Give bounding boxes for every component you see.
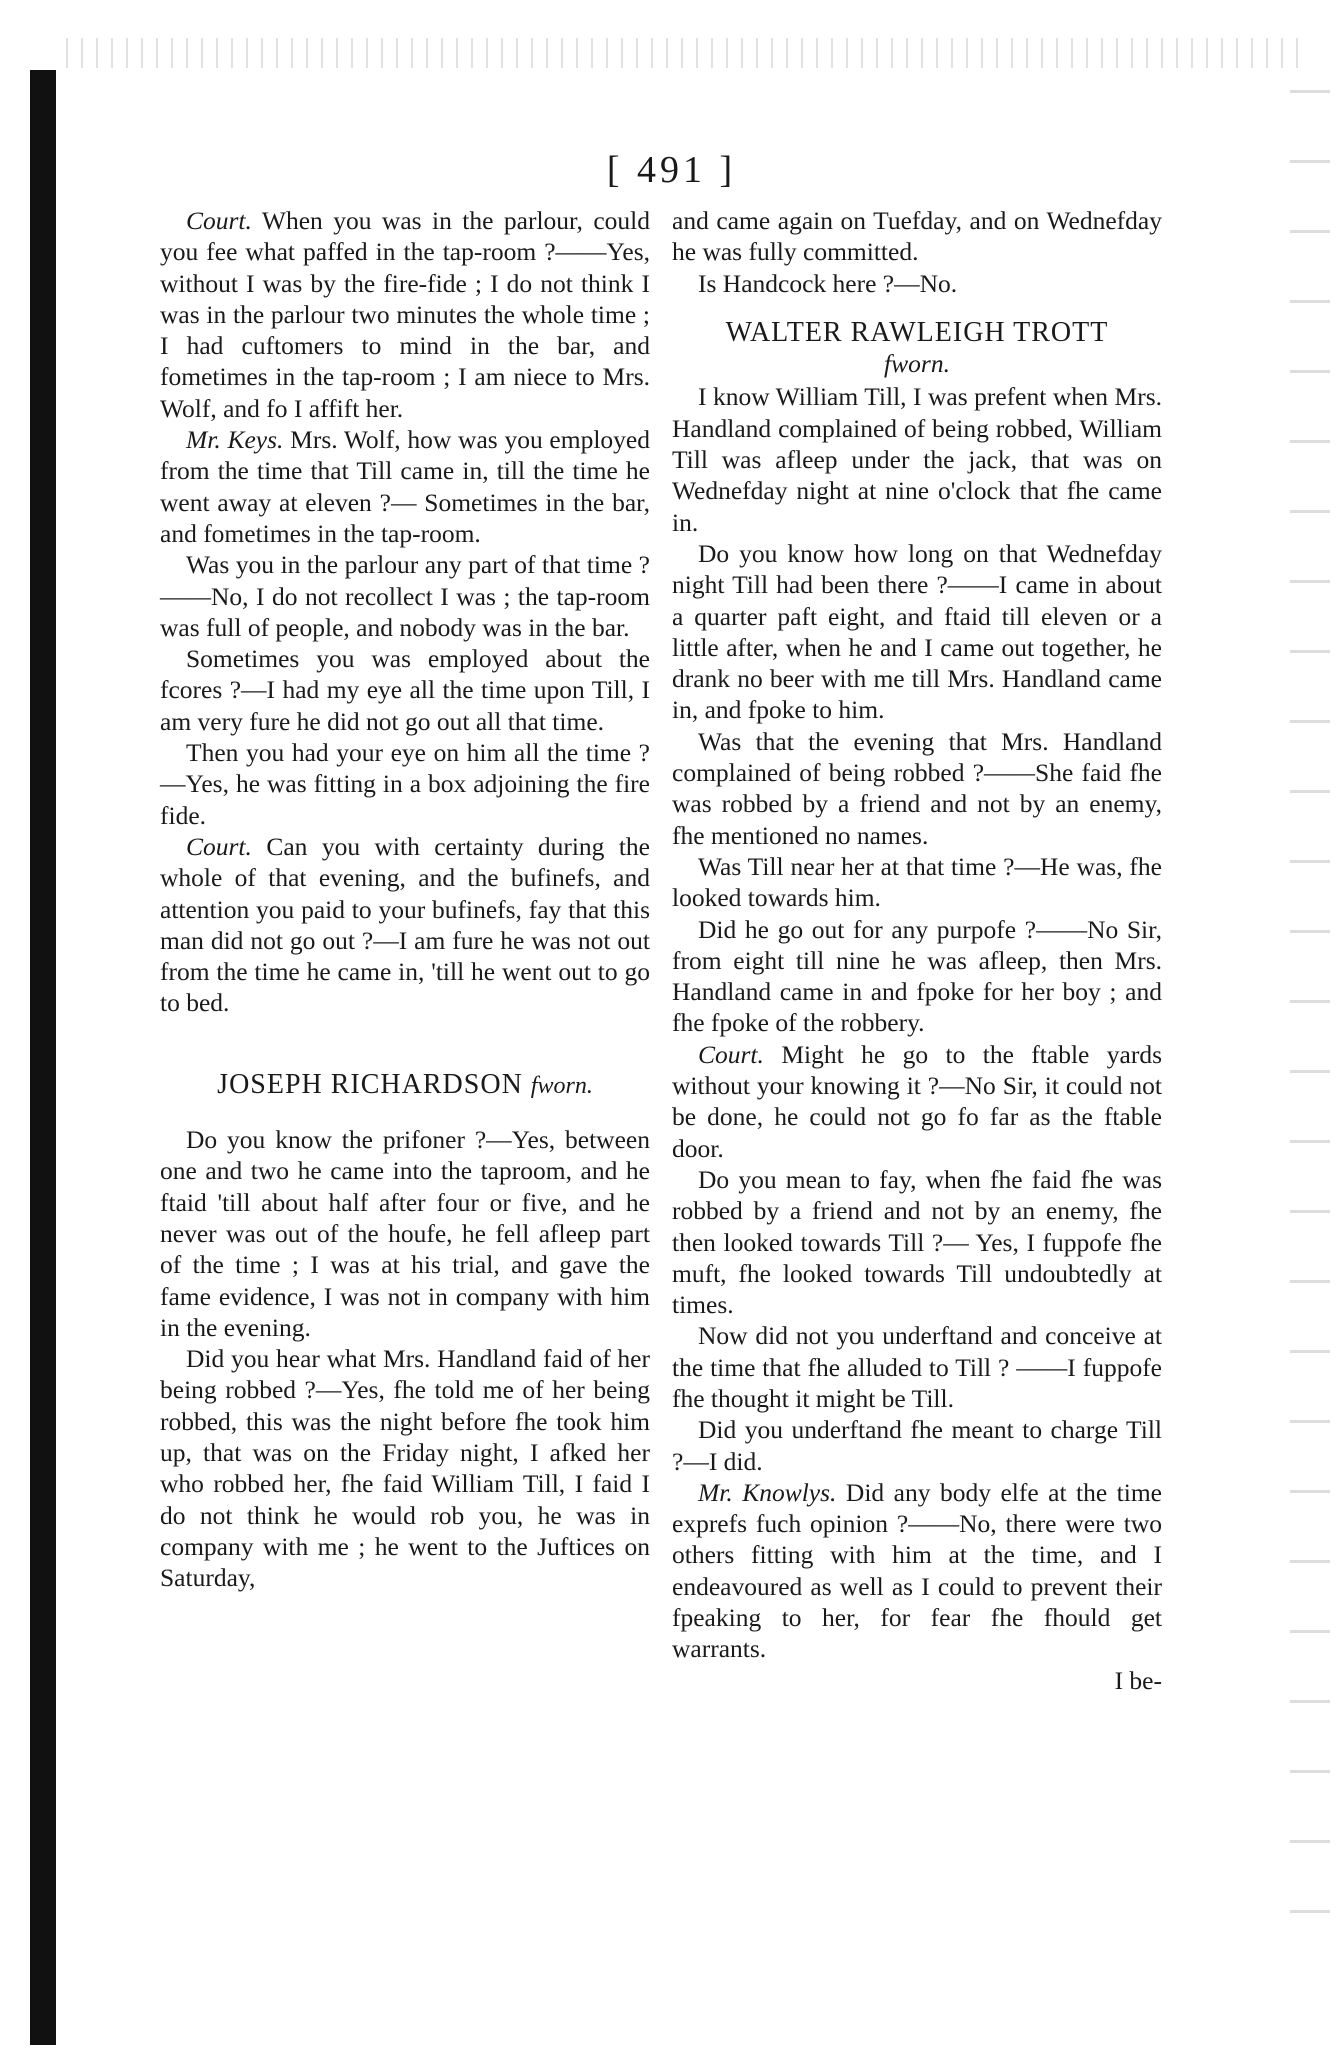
paragraph (160, 831, 650, 1019)
sworn-label: fworn. (530, 1072, 593, 1099)
paragraph: Did you underftand fhe meant to charge Till ?—I did. (672, 1415, 1162, 1476)
left-column (160, 205, 650, 1593)
paragraph: and came again on Tuefday, and on Wednefday he was fully committed. (672, 206, 1162, 267)
sworn-label: fworn. (884, 349, 950, 379)
paragraph: Did you hear what Mrs. Handland faid of her being robbed ?—Yes, fhe told me of her being robbed, this was the night before fhe took him up, that was on the Friday night, I afked her who robbed her, fhe faid William Till, I faid I do not think he would rob you, he was in company with me ; he went to the Juftices on Saturday, (160, 1344, 650, 1593)
witness-heading (160, 1069, 650, 1102)
witness-heading: WALTER RAWLEIGH TROTT (725, 316, 1109, 348)
paragraph-text: Mrs. Wolf, how was you employed from the time that Till came in, till the time he went away at eleven ?— Sometimes in the bar, and fometimes in the tap-room. (160, 425, 650, 548)
paragraph: Is Handcock here ?—No. (698, 268, 958, 298)
speaker-label: Court. (186, 206, 252, 235)
paragraph-text: When you was in the parlour, could you fee what paffed in the tap-room ?——Yes, without I was by the fire-fide ; I do not think I was in the parlour two minutes the whole time ; I had cuftomers to mind in the bar, and fometimes in the tap-room ; I am niece to Mrs. Wolf, and fo I affift her. (160, 206, 650, 423)
paragraph: Do you know the prifoner ?—Yes, between one and two he came into the taproom, and he ftaid 'till about half after four or five, and he never was out of the houfe, he fell afleep part of the time ; I was at his trial, and gave the fame evidence, I was not in company with him in the evening. (160, 1125, 650, 1342)
paragraph: Now did not you underftand and conceive at the time that fhe alluded to Till ? ——I fuppofe fhe thought it might be Till. (672, 1321, 1162, 1413)
paragraph: Then you had your eye on him all the time ?—Yes, he was fitting in a box adjoining the fire fide. (160, 738, 650, 830)
speaker-label: Mr. Knowlys. (698, 1477, 837, 1507)
paragraph-text: Might he go to the ftable yards without your knowing it ?—No Sir, it could not be done, he could not go fo far as the ftable door. (672, 1039, 1162, 1163)
scan-noise-top (60, 38, 1300, 68)
paragraph: Sometimes you was employed about the fcores ?—I had my eye all the time upon Till, I am very fure he did not go out all that time. (160, 644, 650, 736)
paragraph (160, 205, 650, 424)
scan-noise-right (1290, 60, 1330, 1960)
right-column (672, 205, 1162, 1696)
catchword: I be- (1114, 1665, 1162, 1695)
speaker-label: Court. (698, 1039, 764, 1069)
paragraph (672, 1477, 1162, 1665)
paragraph (672, 1039, 1162, 1164)
witness-name: JOSEPH RICHARDSON (217, 1068, 523, 1100)
paragraph-text: Did any body elfe at the time exprefs fuch opinion ?——No, there were two others fitting with him at the time, and I endeavoured as well as I could to prevent their fpeaking to her, for fear fhe fhould get warrants. (672, 1477, 1162, 1664)
binding-shadow (30, 70, 56, 2045)
paragraph-text: Can you with certainty during the whole of that evening, and the bufinefs, and attention you paid to your bufinefs, fay that this man did not go out ?—I am fure he was not out from the time he came in, 'till he went out to go to bed. (160, 831, 651, 1018)
speaker-label: Court. (186, 831, 252, 861)
paragraph: Did he go out for any purpofe ?——No Sir, from eight till nine he was afleep, then Mrs. Handland came in and fpoke for her boy ; and fhe fpoke of the robbery. (672, 914, 1162, 1038)
paragraph (160, 424, 650, 549)
paragraph: Do you mean to fay, when fhe faid fhe was robbed by a friend and not by an enemy, fhe then looked towards Till ?— Yes, I fuppofe fhe muft, fhe looked towards Till undoubtedly at times. (672, 1164, 1162, 1320)
paragraph: Was Till near her at that time ?—He was, fhe looked towards him. (672, 851, 1162, 913)
paragraph: Was you in the parlour any part of that time ?——No, I do not recollect I was ; the tap-room was full of people, and nobody was in the bar. (160, 550, 650, 642)
paragraph: Was that the evening that Mrs. Handland complained of being robbed ?——She faid fhe was robbed by a friend and not by an enemy, fhe mentioned no names. (672, 726, 1162, 850)
paragraph: Do you know how long on that Wednefday night Till had been there ?——I came in about a quarter paft eight, and ftaid till eleven or a little after, when he and I came out together, he drank no beer with me till Mrs. Handland came in, and fpoke to him. (672, 538, 1162, 725)
speaker-label: Mr. Keys. (186, 425, 284, 455)
page-number: [ 491 ] (606, 149, 737, 191)
paragraph: I know William Till, I was prefent when Mrs. Handland complained of being robbed, William Till was afleep under the jack, that was on Wednefday night at nine o'clock that fhe came in. (672, 382, 1162, 537)
page-edge (0, 0, 30, 2048)
